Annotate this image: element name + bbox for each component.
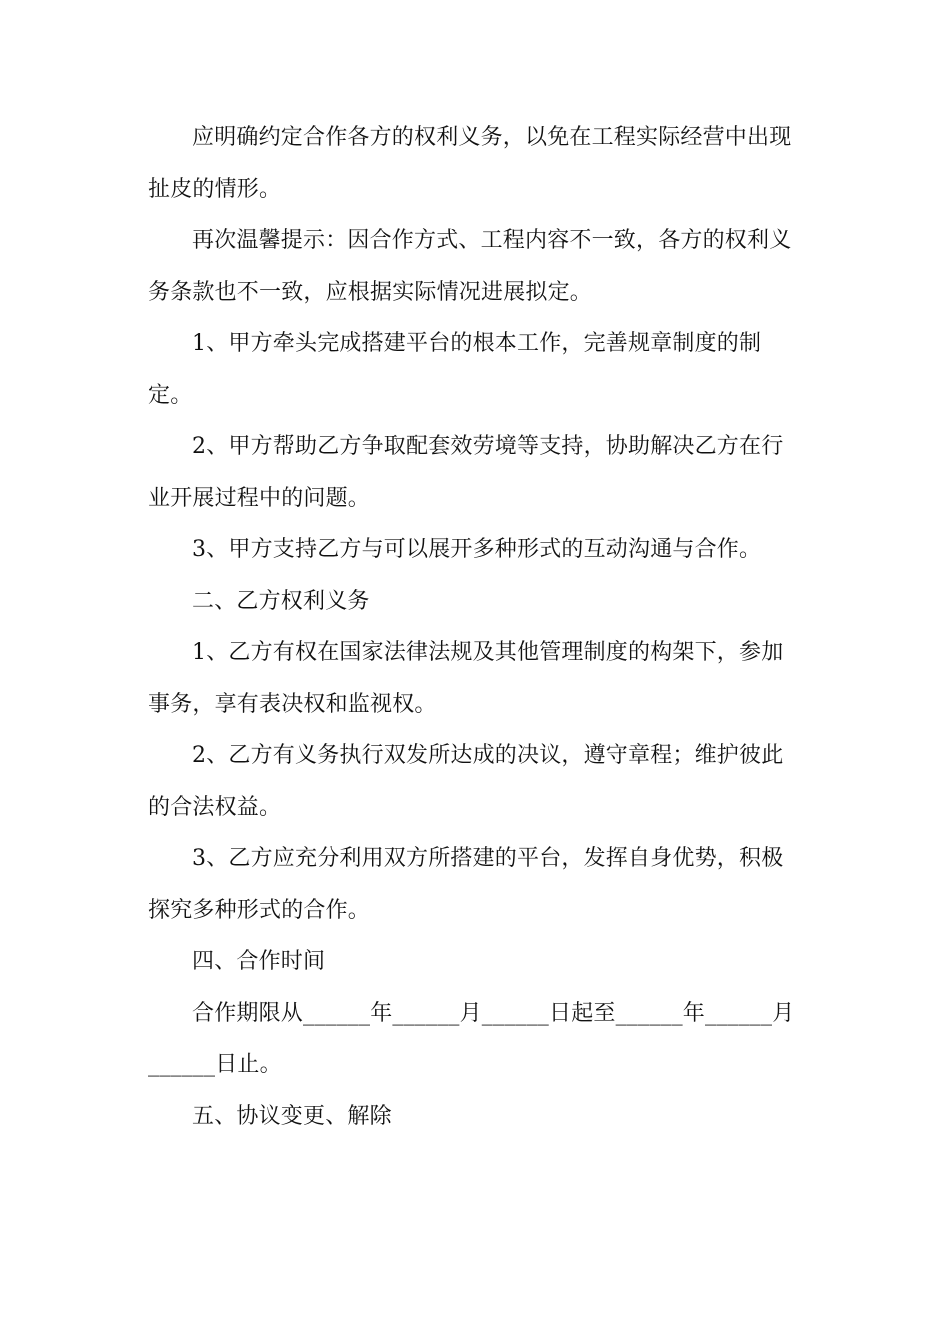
paragraph-line: 3、甲方支持乙方与可以展开多种形式的互动沟通与合作。 [192,537,762,562]
paragraph-line: 事务，享有表决权和监视权。 [148,691,437,717]
section-heading: 二、乙方权利义务 [192,588,370,614]
paragraph-line: 合作期限从______年______月______日起至______年______月 [192,1000,795,1026]
paragraph-line: 再次温馨提示：因合作方式、工程内容不一致，各方的权利义 [192,228,792,253]
paragraph-line: 的合法权益。 [148,794,282,820]
paragraph-line: 1、乙方有权在国家法律法规及其他管理制度的构架下，参加 [192,640,784,665]
paragraph-line: ______日止。 [148,1052,282,1077]
section-heading-agreement-change [148,1091,800,1143]
paragraph-party-a-item-1 [148,318,800,421]
paragraph-rights-intro [148,112,800,215]
paragraph-line: 探究多种形式的合作。 [148,897,371,923]
paragraph-party-a-item-2 [148,421,800,524]
paragraph-reminder [148,215,800,318]
section-heading: 五、协议变更、解除 [192,1103,392,1129]
paragraph-party-b-item-3 [148,833,800,936]
document-body [148,112,800,1142]
paragraph-party-a-item-3 [148,524,800,576]
paragraph-cooperation-period [148,988,800,1091]
paragraph-line: 务条款也不一致，应根据实际情况进展拟定。 [148,279,593,305]
paragraph-line: 1、甲方牵头完成搭建平台的根本工作，完善规章制度的制 [192,331,762,356]
paragraph-party-b-item-1 [148,627,800,730]
paragraph-line: 扯皮的情形。 [148,176,282,202]
paragraph-line: 定。 [148,382,193,408]
paragraph-line: 业开展过程中的问题。 [148,485,371,511]
section-heading: 四、合作时间 [192,949,326,974]
paragraph-line: 2、乙方有义务执行双发所达成的决议，遵守章程；维护彼此 [192,743,784,768]
paragraph-line: 3、乙方应充分利用双方所搭建的平台，发挥自身优势，积极 [192,846,784,871]
paragraph-line: 应明确约定合作各方的权利义务，以免在工程实际经营中出现 [192,125,792,150]
paragraph-line: 2、甲方帮助乙方争取配套效劳境等支持，协助解决乙方在行 [192,434,784,459]
section-heading-cooperation-time [148,936,800,988]
section-heading-party-b [148,576,800,628]
paragraph-party-b-item-2 [148,730,800,833]
